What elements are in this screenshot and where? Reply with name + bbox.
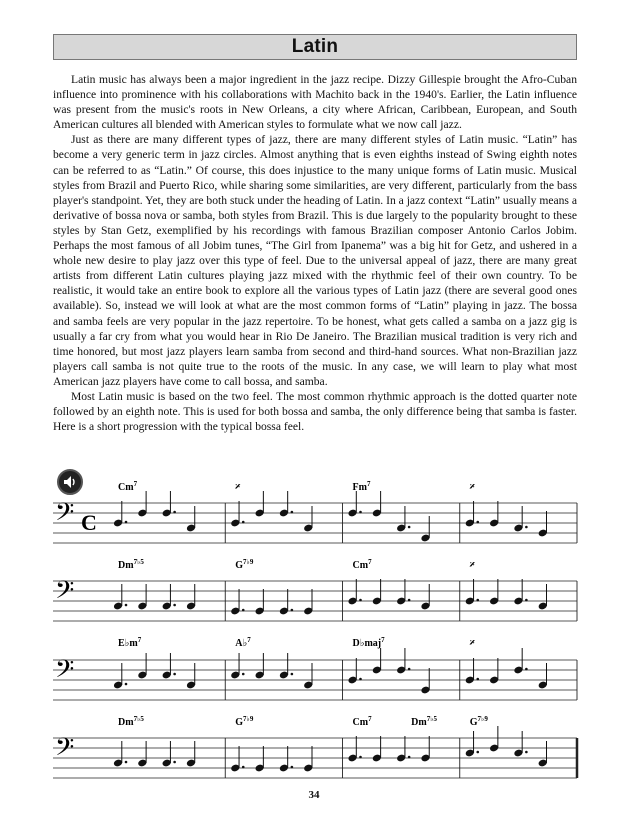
chord-symbol: $G^{7♭9}$: [235, 558, 254, 571]
title-bar: [53, 34, 577, 60]
note-dot: [242, 609, 245, 612]
paragraph: Latin music has always been a major ingredient in the jazz recipe. Dizzy Gillespie brought the Afro-Cuban influence into prominence with his collaborations with Machito back in the 1940's. Earlier, the Latin influence was present from the music's roots in New Orleans, a city where African, Caribbean, European, and South American cultures all blended with American styles to formulate what we now call jazz.: [53, 73, 577, 132]
note-dot: [173, 604, 176, 607]
chord-symbol: $G^{7♭9}$: [235, 715, 254, 728]
note-dot: [525, 526, 528, 529]
chord-symbol: A♭$^7$: [235, 636, 251, 649]
note-dot: [476, 599, 479, 602]
note-dot: [476, 678, 479, 681]
note-dot: [476, 521, 479, 524]
note-dot: [291, 511, 294, 514]
note-dot: [125, 604, 128, 607]
music-notation: [0, 460, 628, 790]
note-dot: [359, 511, 362, 514]
note-dot: [359, 678, 362, 681]
chord-symbol: 𝄎: [469, 560, 475, 571]
note-dot: [408, 599, 411, 602]
note-dot: [125, 761, 128, 764]
note-dot: [525, 668, 528, 671]
note-dot: [408, 526, 411, 529]
chord-symbol: Cm$^7$: [352, 558, 372, 571]
note-dot: [359, 756, 362, 759]
note-dot: [476, 751, 479, 754]
note-dot: [242, 521, 245, 524]
note-dot: [525, 751, 528, 754]
note-dot: [408, 668, 411, 671]
note-dot: [359, 599, 362, 602]
note-dot: [125, 521, 128, 524]
bass-clef: 𝄢: [55, 733, 75, 768]
chord-symbol: 𝄎: [235, 482, 241, 493]
note-dot: [291, 609, 294, 612]
paragraph: Just as there are many different types of jazz, there are many different styles of Latin music. “Latin” has become a very generic term in jazz circles. Almost anything that is even eighths instead of Swing eighth notes can be referred to as “Latin.” Of course, this does injustice to the many unique forms of Latin music. Musical styles from Brazil and Puerto Rico, while sharing some similarities, are very different, particularly from the bass player's standpoint. Yet, they are both stuck under the heading of Latin. In a jazz context “Latin” usually means a derivative of bossa nova or samba, both styles from Brazil. This is due largely to the popularity brought to these styles by Stan Getz, exemplified by his recordings with famous Brazilian composer Antonio Carlos Jobim. Perhaps the most famous of all Jobim tunes, “The Girl from Ipanema” was a big hit for Getz, and ushered in a whole new desire to play jazz over this type of feel. Due to the universal appeal of jazz, there are many great artists from different Latin cultures playing jazz mixed with the rhythmic feel of their own country. To be realistic, it would take an entire book to explore all the various types of Latin jazz (there are several good ones available). So, instead we will look at what are the most common forms of “Latin” playing in jazz. The bossa and samba feels are very popular in the jazz repertoire. To be honest, what gets called a samba on a jazz gig is usually a far cry from what you would hear in Rio De Janeiro. The Brazilian musical tradition is very rich and time honored, but most jazz players learn samba from second and third-hand sources. What non-Brazilian jazz players call samba is not quite true to the roots of the music. In any case, we will learn to play what most American jazz players have come to call bossa, and samba.: [53, 133, 577, 388]
chord-symbol: $Dm^{7♭5}$: [118, 558, 144, 571]
chord-symbol: $E♭m^7$: [118, 636, 142, 649]
chord-symbol: $Dm^{7♭5}$: [411, 715, 437, 728]
chord-symbol: $Dm^{7♭5}$: [118, 715, 144, 728]
note-dot: [173, 761, 176, 764]
bass-clef: 𝄢: [55, 655, 75, 690]
chord-symbol: Fm$^7$: [352, 480, 371, 493]
chord-symbol: D♭maj$^7$: [352, 636, 385, 649]
page-number: 34: [308, 789, 320, 801]
note-dot: [125, 683, 128, 686]
paragraph: Most Latin music is based on the two feel. The most common rhythmic approach is the dotted quarter note followed by an eighth note. This is used for both bossa and samba, the only difference being that samba is faster. Here is a short progression with the typical bossa feel.: [53, 389, 577, 434]
time-signature: C: [81, 510, 97, 535]
chord-symbol: 𝄎: [469, 638, 475, 649]
chord-symbol: Cm$^7$: [118, 480, 138, 493]
note-dot: [408, 756, 411, 759]
chord-symbol: $G^{7♭9}$: [469, 715, 488, 728]
note-dot: [525, 599, 528, 602]
note-dot: [291, 766, 294, 769]
chord-symbol: Cm$^7$: [352, 715, 372, 728]
note-dot: [173, 673, 176, 676]
bass-clef: 𝄢: [55, 576, 75, 611]
bass-clef: 𝄢: [55, 498, 75, 533]
page-title: Latin: [291, 36, 339, 57]
note-dot: [242, 673, 245, 676]
body-text: [53, 72, 577, 434]
bass-staff-score: [0, 460, 628, 790]
note-dot: [242, 766, 245, 769]
note-dot: [291, 673, 294, 676]
chord-symbol: 𝄎: [469, 482, 475, 493]
note-dot: [173, 511, 176, 514]
